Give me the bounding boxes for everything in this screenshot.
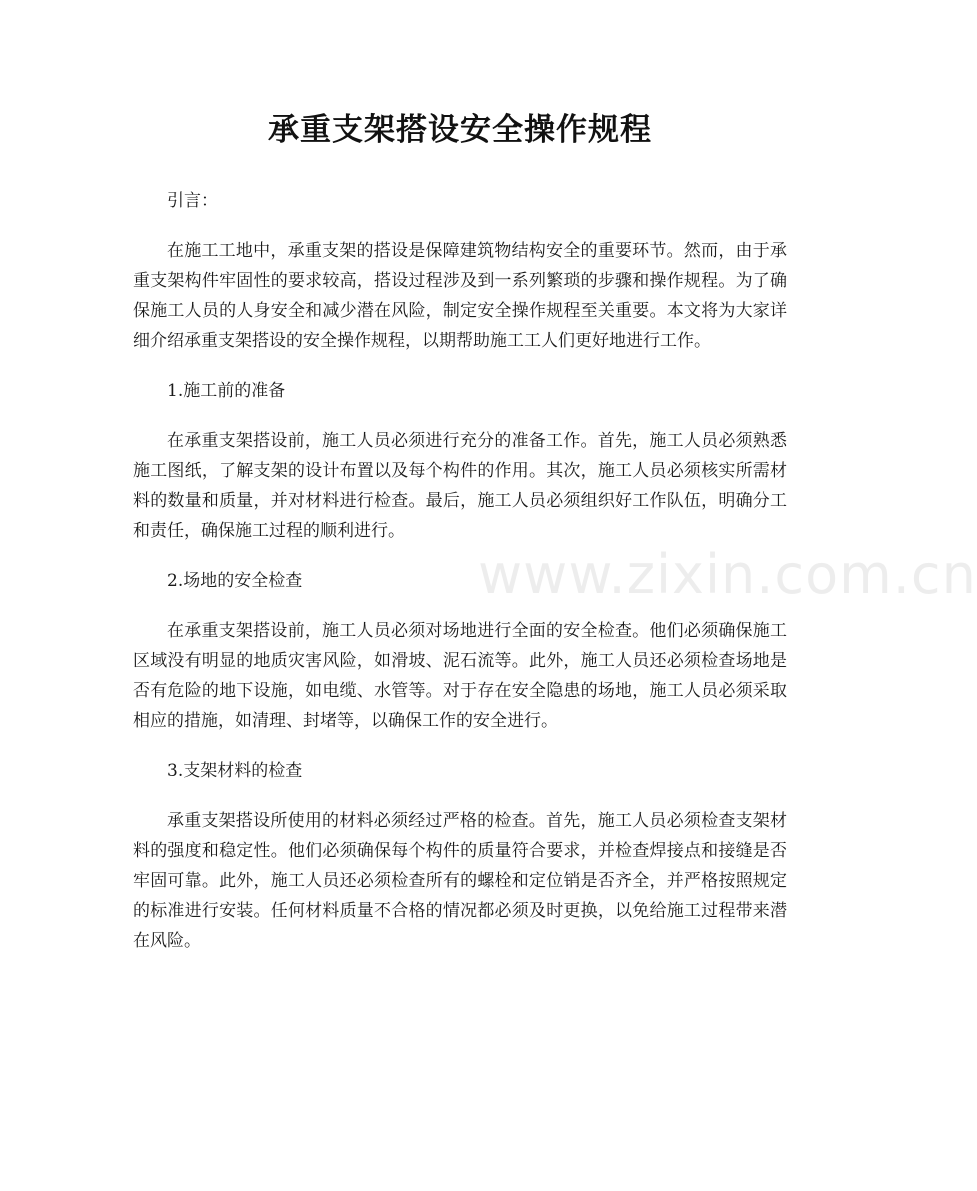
intro-label: 引言：: [167, 191, 218, 211]
section-heading-3: 3.支架材料的检查: [167, 761, 303, 781]
section-heading-2: 2.场地的安全检查: [167, 571, 303, 591]
section-paragraph-3: 承重支架搭设所使用的材料必须经过严格的检查。首先，施工人员必须检查支架材料的强度和稳定性。他们必须确保每个构件的质量符合要求，并检查焊接点和接缝是否牢固可靠。此外，施工人员还必须检查所有的螺栓和定位销是否齐全，并严格按照规定的标准进行安装。任何材料质量不合格的情况都必须及时更换，以免给施工过程带来潜在风险。: [133, 811, 787, 951]
watermark: www.zixin.com.cn: [478, 543, 977, 606]
document-title: 承重支架搭设安全操作规程: [268, 112, 652, 148]
intro-paragraph: 在施工工地中，承重支架的搭设是保障建筑物结构安全的重要环节。然而，由于承重支架构件牢固性的要求较高，搭设过程涉及到一系列繁琐的步骤和操作规程。为了确保施工人员的人身安全和减少潜在风险，制定安全操作规程至关重要。本文将为大家详细介绍承重支架搭设的安全操作规程，以期帮助施工工人们更好地进行工作。: [133, 241, 787, 351]
section-heading-1: 1.施工前的准备: [167, 381, 286, 401]
section-paragraph-1: 在承重支架搭设前，施工人员必须进行充分的准备工作。首先，施工人员必须熟悉施工图纸，了解支架的设计布置以及每个构件的作用。其次，施工人员必须核实所需材料的数量和质量，并对材料进行检查。最后，施工人员必须组织好工作队伍，明确分工和责任，确保施工过程的顺利进行。: [133, 431, 787, 541]
section-paragraph-2: 在承重支架搭设前，施工人员必须对场地进行全面的安全检查。他们必须确保施工区域没有明显的地质灾害风险，如滑坡、泥石流等。此外，施工人员还必须检查场地是否有危险的地下设施，如电缆、水管等。对于存在安全隐患的场地，施工人员必须采取相应的措施，如清理、封堵等，以确保工作的安全进行。: [133, 621, 787, 731]
document-body: [133, 186, 787, 956]
